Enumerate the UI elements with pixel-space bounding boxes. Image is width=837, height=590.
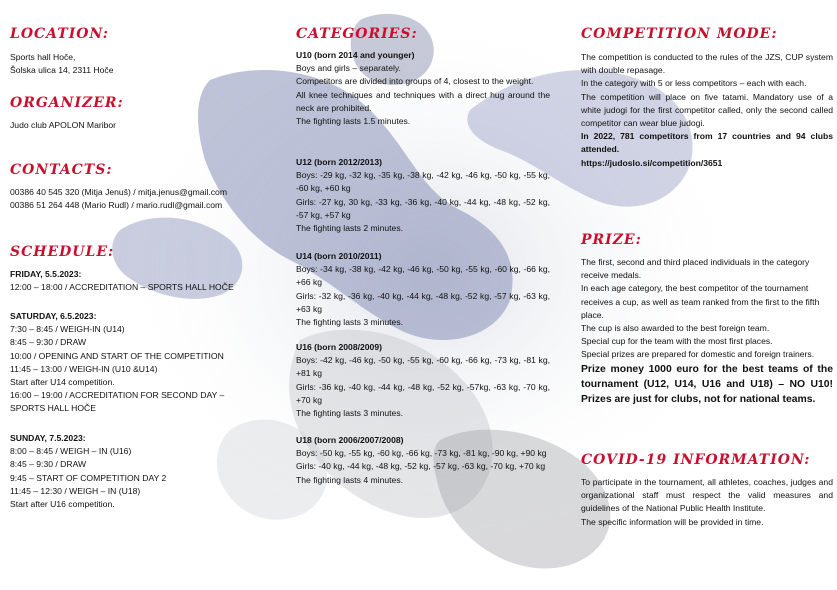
competition-link[interactable]: https://judoslo.si/competition/3651 [581, 157, 723, 168]
category-line: The fighting lasts 4 minutes. [296, 474, 403, 485]
covid-heading: COVID-19 INFORMATION: [581, 452, 811, 468]
category-line: Girls: -40 kg, -44 kg, -48 kg, -52 kg, -57 kg, -63 kg, -70 kg, +70 kg [296, 461, 546, 472]
schedule-item: 8:00 – 8:45 / WEIGH – IN (U16) [10, 446, 132, 457]
prize-line: Special cup for the team with the most first places. [581, 336, 773, 347]
category-title: U10 (born 2014 and younger) [296, 50, 415, 60]
competition-stats: In 2022, 781 competitors from 17 countries and 94 clubs attended. [581, 131, 833, 155]
organizer-heading: ORGANIZER: [10, 95, 124, 111]
prize-line: The cup is also awarded to the best foreign team. [581, 323, 770, 334]
category-line: Girls: -36 kg, -40 kg, -44 kg, -48 kg, -52 kg, -57kg, -63 kg, -70 kg, +70 kg [296, 381, 550, 405]
schedule-item: 12:00 – 18:00 / ACCREDITATION – SPORTS HALL HOČE [10, 282, 234, 293]
location-line: Sports hall Hoče, [10, 52, 76, 62]
schedule-item: 8:45 – 9:30 / DRAW [10, 459, 87, 470]
prize-line: In each age category, the best competitor of the tournament receives a cup, as well as team ranked from the first to the fifth place. [581, 283, 820, 320]
category-u14 [296, 250, 550, 329]
contacts-text [10, 186, 260, 212]
location-heading: LOCATION: [10, 26, 109, 42]
contacts-heading: CONTACTS: [10, 162, 113, 178]
contact-line: 00386 51 264 448 (Mario Rudl) / mario.rudl@gmail.com [10, 200, 223, 211]
covid-text [581, 476, 833, 529]
prize-money: Prize money 1000 euro for the best teams of the tournament (U12, U14, U16 and U18) – NO U10! Prizes are just for clubs, not for national teams. [581, 363, 833, 406]
category-line: Boys and girls – separately. [296, 63, 401, 74]
category-u16 [296, 341, 550, 420]
prize-text [581, 256, 833, 407]
schedule-item: 10:00 / OPENING AND START OF THE COMPETITION [10, 350, 224, 361]
category-title: U18 (born 2006/2007/2008) [296, 435, 404, 445]
schedule-day-title: FRIDAY, 5.5.2023: [10, 269, 82, 279]
category-line: All knee techniques and techniques with a direct hug around the neck are prohibited. [296, 89, 550, 113]
schedule-item: 8:45 – 9:30 / DRAW [10, 337, 87, 348]
schedule-day-title: SUNDAY, 7.5.2023: [10, 433, 86, 443]
organizer-text [10, 119, 260, 132]
category-line: Competitors are divided into groups of 4, closest to the weight. [296, 76, 534, 87]
category-line: Girls: -32 kg, -36 kg, -40 kg, -44 kg, -48 kg, -52 kg, -57 kg, -63 kg, +63 kg [296, 290, 550, 314]
contact-line: 00386 40 545 320 (Mitja Jenuš) / mitja.jenus@gmail.com [10, 187, 227, 197]
location-line: Šolska ulica 14, 2311 Hoče [10, 65, 114, 76]
category-line: Boys: -42 kg, -46 kg, -50 kg, -55 kg, -60 kg, -66 kg, -73 kg, -81 kg, +81 kg [296, 355, 550, 379]
category-line: The fighting lasts 1.5 minutes. [296, 116, 411, 127]
competition-mode-text [581, 51, 833, 170]
schedule-item: 16:00 – 19:00 / ACCREDITATION FOR SECOND DAY – SPORTS HALL HOČE [10, 390, 225, 414]
category-line: Boys: -50 kg, -55 kg, -60 kg, -66 kg, -73 kg, -81 kg, -90 kg, +90 kg [296, 448, 547, 459]
prize-line: Special prizes are prepared for domestic and foreign trainers. [581, 349, 815, 360]
category-line: The fighting lasts 3 minutes. [296, 408, 403, 419]
covid-line: To participate in the tournament, all athletes, coaches, judges and organizational staff must respect the valid measures and guidelines of the National Public Health Institute. [581, 477, 833, 514]
schedule-item: 11:45 – 13:00 / WEIGH-IN (U10 &U14) [10, 363, 158, 374]
schedule-heading: SCHEDULE: [10, 244, 115, 260]
competition-mode-line: The competition is conducted to the rules of the JZS, CUP system with double repasage. [581, 52, 833, 76]
schedule-item: 9:45 – START OF COMPETITION DAY 2 [10, 472, 167, 483]
category-line: The fighting lasts 2 minutes. [296, 223, 403, 234]
category-title: U16 (born 2008/2009) [296, 342, 382, 352]
schedule-item: 7:30 – 8:45 / WEIGH-IN (U14) [10, 324, 125, 335]
competition-mode-heading: COMPETITION MODE: [581, 26, 778, 42]
category-u12 [296, 156, 550, 235]
schedule-sunday [10, 432, 260, 511]
organizer-line: Judo club APOLON Maribor [10, 120, 117, 130]
covid-line: The specific information will be provided in time. [581, 516, 764, 527]
category-line: Girls: -27 kg, 30 kg, -33 kg, -36 kg, -40 kg, -44 kg, -48 kg, -52 kg, -57 kg, +57 kg [296, 196, 550, 220]
category-line: Boys: -29 kg, -32 kg, -35 kg, -38 kg, -42 kg, -46 kg, -50 kg, -55 kg, -60 kg, +60 kg [296, 170, 550, 194]
prize-line: The first, second and third placed individuals in the category receive medals. [581, 257, 810, 281]
schedule-saturday [10, 310, 260, 416]
location-text [10, 51, 260, 77]
schedule-friday [10, 268, 260, 294]
categories-heading: CATEGORIES: [296, 26, 418, 42]
prize-heading: PRIZE: [581, 232, 642, 248]
category-u18 [296, 434, 550, 487]
category-u10 [296, 49, 550, 128]
category-line: The fighting lasts 3 minutes. [296, 317, 403, 328]
category-title: U14 (born 2010/2011) [296, 251, 382, 261]
competition-mode-line: In the category with 5 or less competitors – each with each. [581, 78, 807, 89]
schedule-day-title: SATURDAY, 6.5.2023: [10, 311, 97, 321]
schedule-item: Start after U14 competition. [10, 377, 115, 388]
schedule-item: 11:45 – 12:30 / WEIGH – IN (U18) [10, 485, 141, 496]
category-title: U12 (born 2012/2013) [296, 157, 382, 167]
competition-mode-line: The competition will place on five tatami. Mandatory use of a white judogi for the first competitor called, only the second called competitor can wear blue judogi. [581, 91, 833, 129]
category-line: Boys: -34 kg, -38 kg, -42 kg, -46 kg, -50 kg, -55 kg, -60 kg, -66 kg, +66 kg [296, 264, 550, 288]
schedule-item: Start after U16 competition. [10, 499, 115, 510]
